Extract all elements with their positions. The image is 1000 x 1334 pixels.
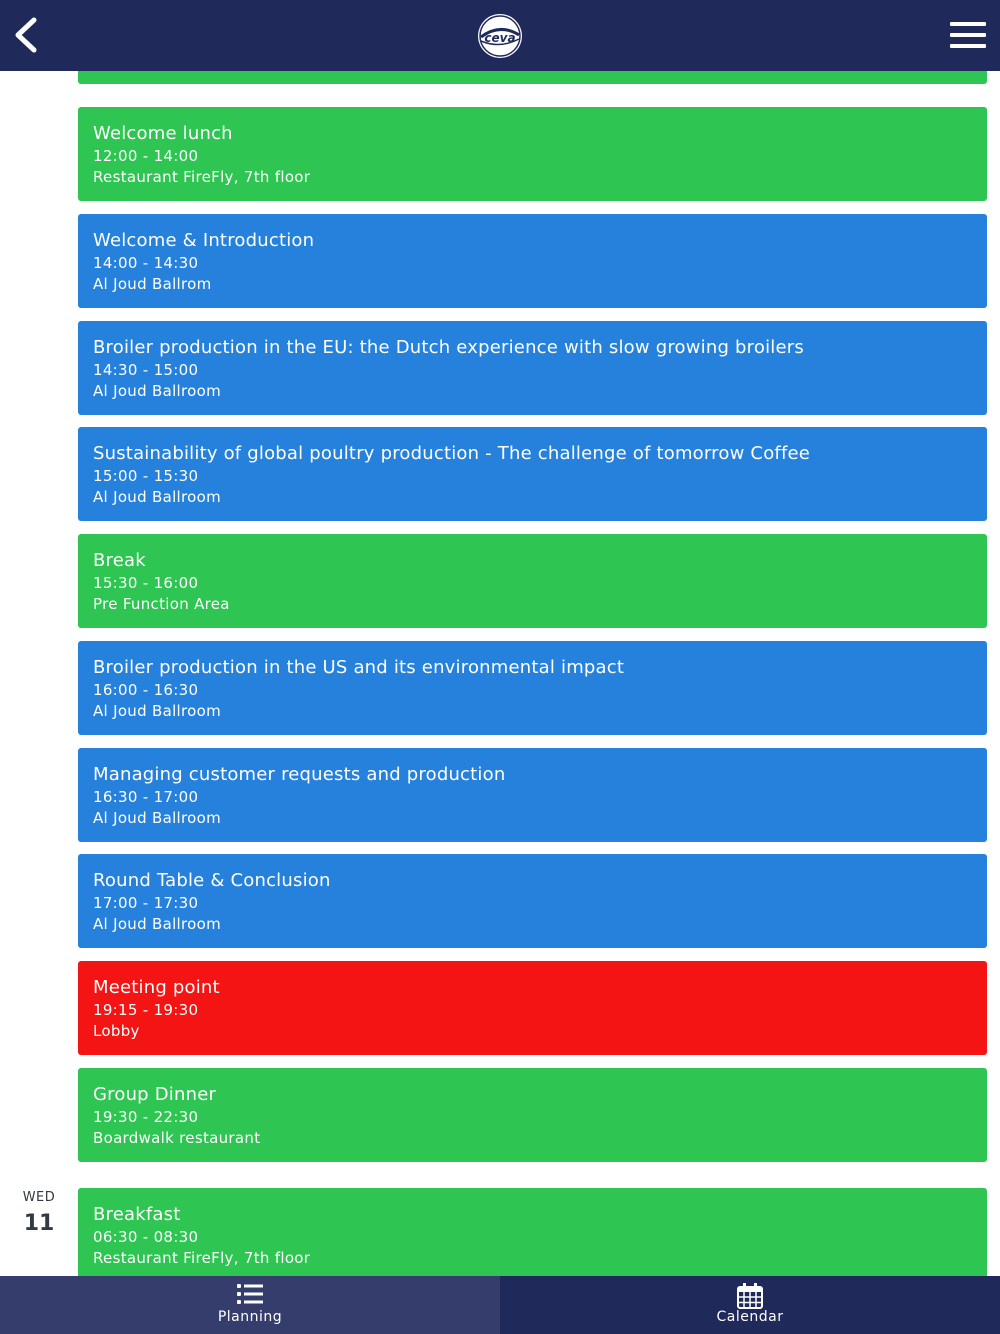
event-location: Pre Function Area [93,595,230,613]
app-header [0,0,1000,71]
day-date: 11 [23,1211,55,1236]
event-time: 14:30 - 15:00 [93,361,199,379]
day-weekday: WED [22,1190,56,1205]
event-time: 15:30 - 16:00 [93,574,199,592]
event-time: 16:00 - 16:30 [93,681,199,699]
menu-button[interactable] [948,18,988,52]
event-title: Broiler production in the US and its environmental impact [93,657,625,678]
event-title: Meeting point [93,977,220,998]
event-location: Al Joud Ballroom [93,488,222,506]
event-time: 16:30 - 17:00 [93,788,199,806]
hamburger-menu-icon [948,18,988,52]
event-location: Al Joud Ballroom [93,702,222,720]
event-location: Boardwalk restaurant [93,1129,261,1147]
calendar-icon [737,1283,763,1309]
event-title: Round Table & Conclusion [93,870,331,891]
event-location: Lobby [93,1022,140,1040]
event-title: Breakfast [93,1204,181,1225]
back-button[interactable] [10,12,46,58]
svg-text:ceva: ceva [484,31,516,45]
event-location: Al Joud Ballroom [93,382,222,400]
event-location: Al Joud Ballroom [93,915,222,933]
event-card[interactable] [78,321,987,415]
tab-calendar-label: Calendar [716,1309,784,1325]
event-title: Welcome lunch [93,123,233,144]
bottom-tab-bar [0,1276,1000,1334]
event-card[interactable] [78,1188,987,1276]
event-card[interactable] [78,214,987,308]
event-time: 14:00 - 14:30 [93,254,199,272]
event-card[interactable] [78,961,987,1055]
tab-calendar[interactable] [500,1276,1000,1334]
event-time: 12:00 - 14:00 [93,147,199,165]
event-time: 06:30 - 08:30 [93,1228,199,1246]
event-time: 19:15 - 19:30 [93,1001,199,1019]
event-card[interactable] [78,534,987,628]
event-card[interactable] [78,641,987,735]
event-time: 19:30 - 22:30 [93,1108,199,1126]
event-card[interactable] [78,854,987,948]
event-location: Al Joud Ballrom [93,275,212,293]
event-time: 17:00 - 17:30 [93,894,199,912]
event-title: Broiler production in the EU: the Dutch experience with slow growing broilers [93,337,804,358]
event-card[interactable] [78,1068,987,1162]
event-location: Restaurant FireFly, 7th floor [93,1249,311,1267]
event-location: Restaurant FireFly, 7th floor [93,168,311,186]
tab-planning[interactable] [0,1276,500,1334]
event-location: Al Joud Ballroom [93,809,222,827]
event-title: Managing customer requests and production [93,764,506,785]
tab-planning-label: Planning [217,1309,283,1325]
event-title: Sustainability of global poultry production - The challenge of tomorrow Coffee [93,443,811,464]
event-title: Welcome & Introduction [93,230,315,251]
ceva-logo [477,13,523,59]
event-card[interactable] [78,748,987,842]
event-time: 15:00 - 15:30 [93,467,199,485]
event-card[interactable] [78,107,987,201]
list-icon [237,1283,263,1305]
chevron-left-icon [10,12,46,58]
event-title: Break [93,550,146,571]
event-title: Group Dinner [93,1084,217,1105]
event-card[interactable] [78,427,987,521]
